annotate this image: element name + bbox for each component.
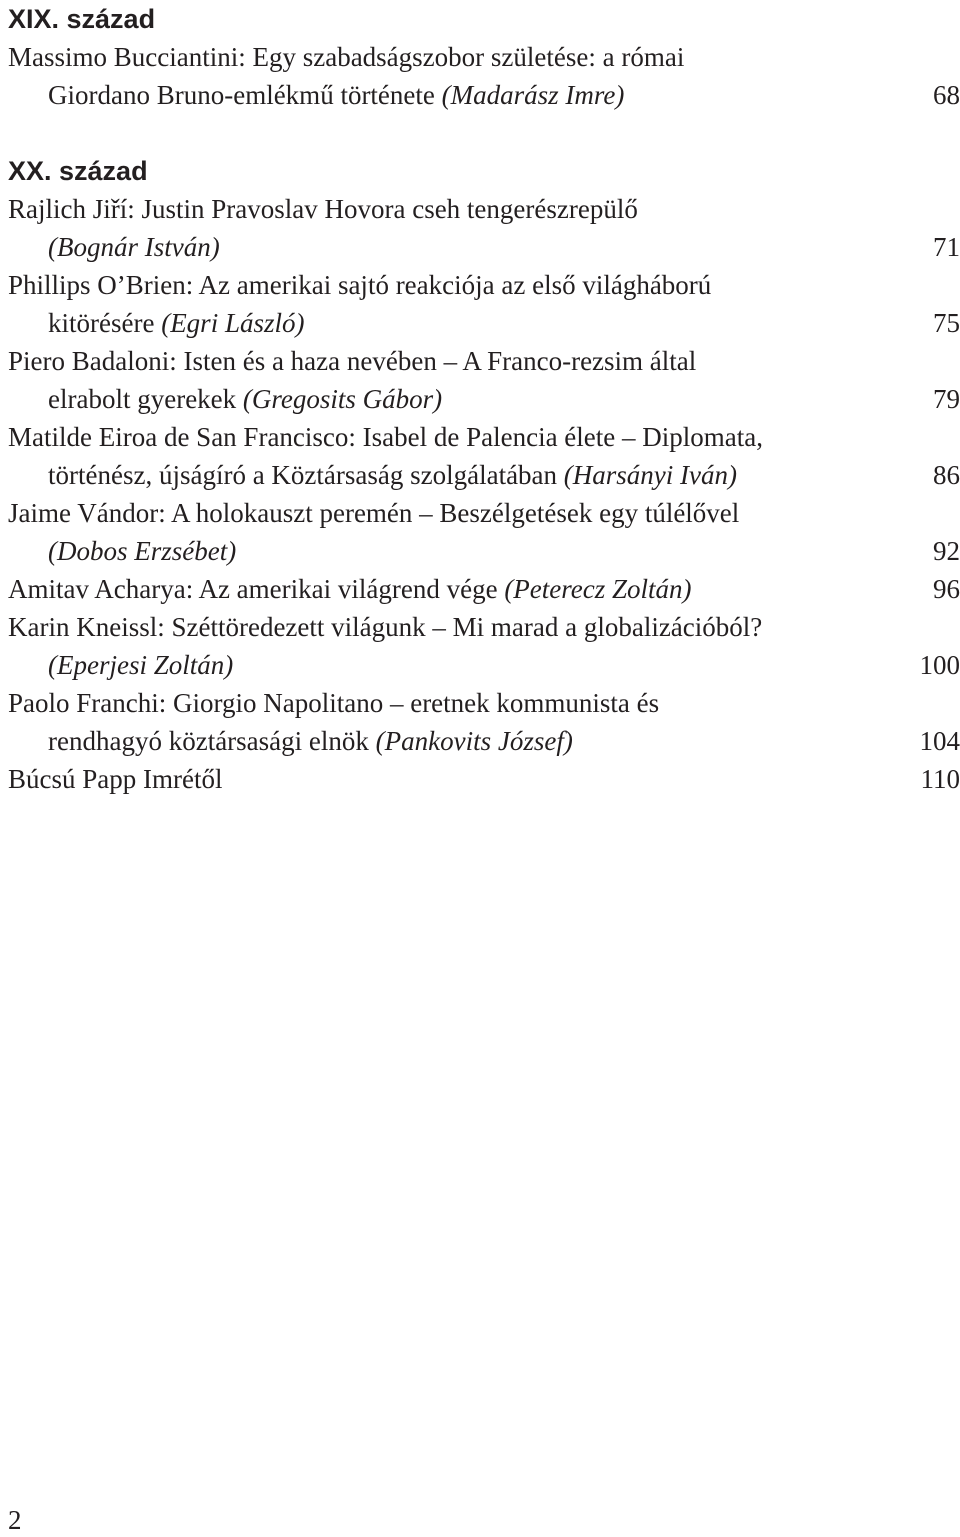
entry-title: Matilde Eiroa de San Francisco: Isabel de Palencia élete – Diplomata, <box>8 422 763 452</box>
entry-title: Búcsú Papp Imrétől <box>8 764 223 794</box>
entry-title-continued: kitörésére <box>48 308 162 338</box>
entry-title-continued: Giordano Bruno-emlékmű története <box>48 80 442 110</box>
reviewer-name: (Pankovits József) <box>375 726 573 756</box>
toc-entry <box>8 342 960 418</box>
reviewer-name: (Harsányi Iván) <box>563 460 738 490</box>
section-title-20th-century: XX. század <box>8 156 148 186</box>
toc-entry <box>8 570 960 608</box>
reviewer-name: (Egri László) <box>161 308 305 338</box>
entry-title: Karin Kneissl: Széttöredezett világunk – Mi marad a globalizációból? <box>8 612 763 642</box>
reviewer-name: (Bognár István) <box>48 232 220 262</box>
page-ref: 86 <box>933 460 960 490</box>
entry-title: Paolo Franchi: Giorgio Napolitano – eretnek kommunista és <box>8 688 660 718</box>
entry-continuation-line <box>8 304 960 342</box>
page-ref: 71 <box>933 232 960 262</box>
reviewer-name: (Madarász Imre) <box>441 80 625 110</box>
entry-continuation-line <box>8 456 960 494</box>
entry-title-line <box>8 190 960 228</box>
toc-entry <box>8 38 960 114</box>
entry-title-continued: történész, újságíró a Köztársaság szolgálatában <box>48 460 564 490</box>
toc-entry <box>8 190 960 266</box>
entry-title: Piero Badaloni: Isten és a haza nevében – A Franco-rezsim által <box>8 346 697 376</box>
entry-title: Amitav Acharya: Az amerikai világrend vége <box>8 574 505 604</box>
entry-continuation-line <box>8 228 960 266</box>
entry-title: Rajlich Jiří: Justin Pravoslav Hovora cseh tengerészrepülő <box>8 194 638 224</box>
entry-title-line <box>8 608 960 646</box>
reviewer-name: (Peterecz Zoltán) <box>504 574 692 604</box>
entry-title-line <box>8 760 960 798</box>
entry-title-line <box>8 342 960 380</box>
entry-continuation-line <box>8 380 960 418</box>
entry-title: Massimo Bucciantini: Egy szabadságszobor születése: a római <box>8 42 685 72</box>
entry-continuation-line <box>8 532 960 570</box>
page-ref: 79 <box>933 384 960 414</box>
toc-entry <box>8 684 960 760</box>
entry-continuation-line <box>8 722 960 760</box>
page-ref: 110 <box>920 764 960 794</box>
reviewer-name: (Eperjesi Zoltán) <box>48 650 234 680</box>
entry-title-line <box>8 38 960 76</box>
entry-continuation-line <box>8 76 960 114</box>
toc-entry <box>8 494 960 570</box>
entry-title-line <box>8 684 960 722</box>
entry-title: Phillips O’Brien: Az amerikai sajtó reakciója az első világháború <box>8 270 712 300</box>
page-ref: 68 <box>933 80 960 110</box>
entry-continuation-line <box>8 646 960 684</box>
reviewer-name: (Dobos Erzsébet) <box>48 536 237 566</box>
toc-entry <box>8 760 960 798</box>
toc-entry <box>8 418 960 494</box>
section-title-19th-century: XIX. század <box>8 4 156 34</box>
entry-title-continued: rendhagyó köztársasági elnök <box>48 726 376 756</box>
page-ref: 75 <box>933 308 960 338</box>
toc-entry <box>8 266 960 342</box>
table-of-contents <box>8 0 960 798</box>
reviewer-name: (Gregosits Gábor) <box>242 384 443 414</box>
toc-entry <box>8 608 960 684</box>
entry-title-continued: elrabolt gyerekek <box>48 384 243 414</box>
entry-title-line <box>8 570 960 608</box>
page-number: 2 <box>8 1505 22 1535</box>
entry-title-line <box>8 418 960 456</box>
page-ref: 96 <box>933 574 960 604</box>
page-ref: 100 <box>919 650 960 680</box>
page-ref: 104 <box>919 726 960 756</box>
entry-title-line <box>8 494 960 532</box>
entry-title-line <box>8 266 960 304</box>
page-ref: 92 <box>933 536 960 566</box>
entry-title: Jaime Vándor: A holokauszt peremén – Beszélgetések egy túlélővel <box>8 498 740 528</box>
